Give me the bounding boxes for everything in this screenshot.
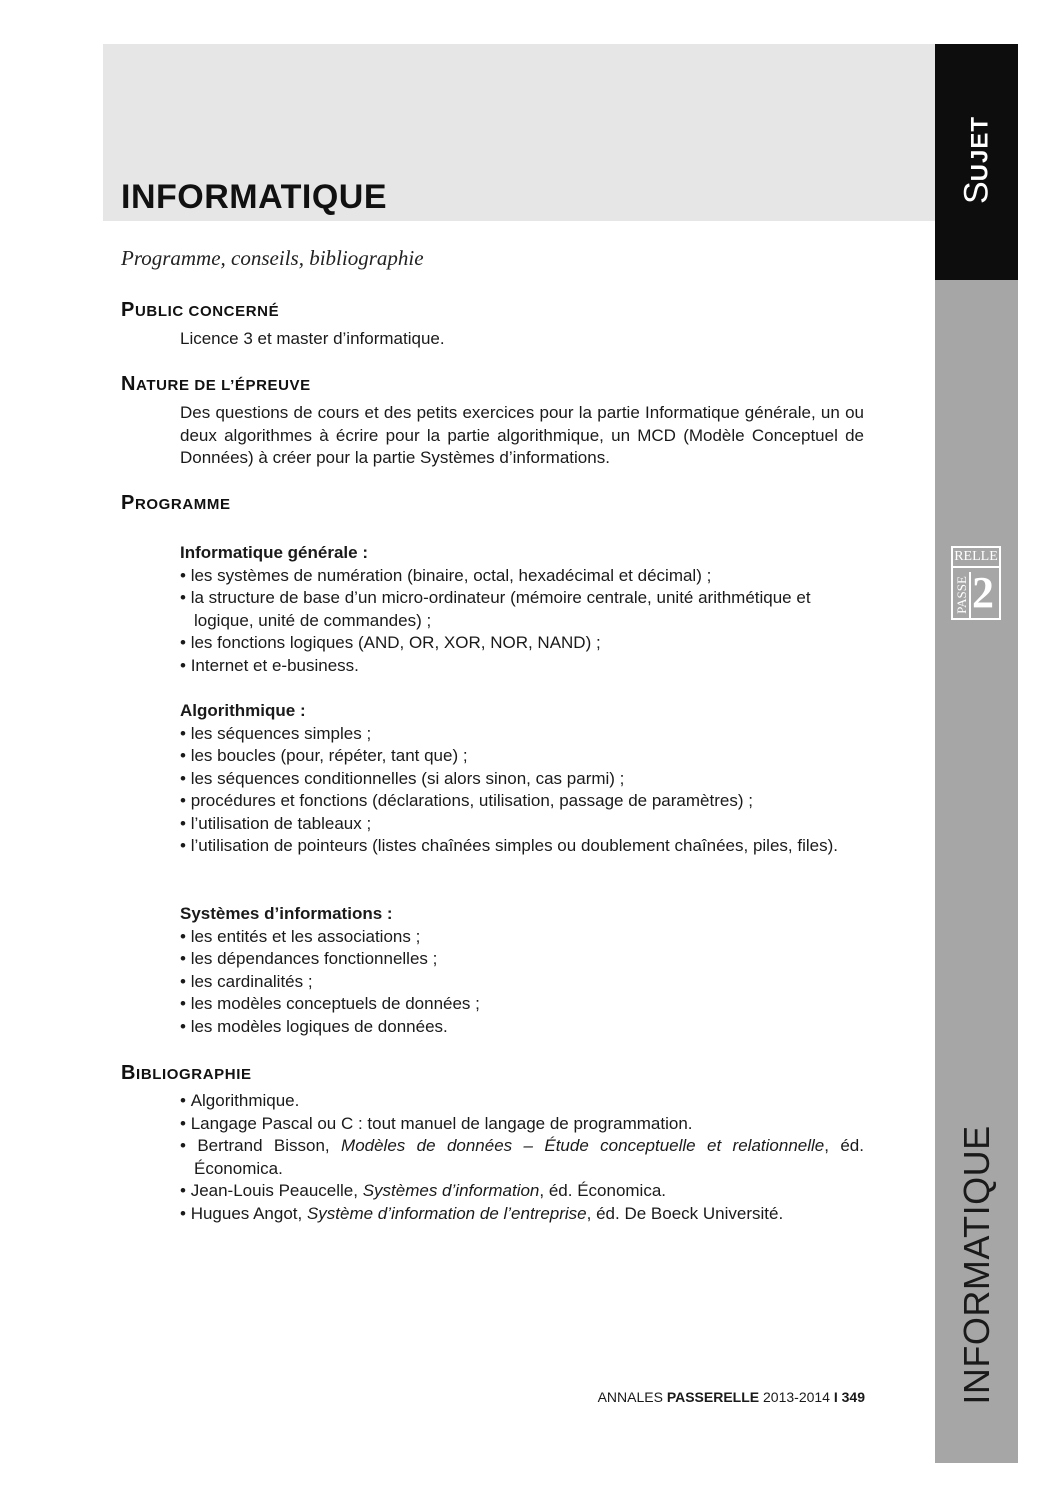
group-title: Algorithmique : [180,701,306,720]
list-item: • la structure de base d’un micro-ordinateur (mémoire centrale, unité arithmétique et logique, unité de commandes) ; [180,587,864,632]
page-number: 349 [841,1389,865,1405]
list-item: • les systèmes de numération (binaire, octal, hexadécimal et décimal) ; [180,565,864,588]
passerelle-logo [951,546,1001,620]
footer-separator: I [833,1389,838,1405]
bibliography-list [180,1090,864,1225]
list-item: • Internet et e-business. [180,655,864,678]
bibliography-item: • Jean-Louis Peaucelle, Systèmes d’information, éd. Économica. [180,1180,864,1203]
programme-group-algorithmique [180,700,864,858]
programme-group-informatique [180,542,864,677]
logo-side-text: PASSE [954,576,969,614]
list-item: • les fonctions logiques (AND, OR, XOR, NOR, NAND) ; [180,632,864,655]
public-text: Licence 3 et master d’informatique. [180,329,445,348]
group-title: Informatique générale : [180,543,368,562]
side-label-informatique: INFORMATIQUE [956,1125,997,1405]
bibliography-item: • Algorithmique. [180,1090,864,1113]
logo-top-text: RELLE [953,548,999,568]
list-item: • les séquences simples ; [180,723,864,746]
programme-group-systemes [180,903,864,1038]
book-title: Modèles de données – Étude conceptuelle et relationnelle [341,1136,825,1155]
logo-number: 2 [972,568,994,617]
group-title: Systèmes d’informations : [180,904,393,923]
footer-brand: PASSERELLE [666,1389,760,1405]
bibliography-item: • Bertrand Bisson, Modèles de données – Étude conceptuelle et relationnelle, éd. Économica. [180,1135,864,1180]
list-item: • les cardinalités ; [180,971,864,994]
list-item: • les modèles logiques de données. [180,1016,864,1039]
bibliography-item: • Langage Pascal ou C : tout manuel de langage de programmation. [180,1113,864,1136]
list-item: • les dépendances fonctionnelles ; [180,948,864,971]
list-item: • l’utilisation de tableaux ; [180,813,864,836]
logo-side [955,572,971,618]
heading-nature: NATURE DE L’ÉPREUVE [121,373,311,395]
heading-bibliographie: BIBLIOGRAPHIE [121,1062,252,1084]
nature-text: Des questions de cours et des petits exercices pour la partie Informatique générale, un ou deux algorithmes à écrire pour la partie algorithmique, un MCD (Modèle Conceptuel de Données) à créer pour la partie Systèmes d’informations. [180,403,864,467]
footer-years: 2013-2014 [763,1389,830,1405]
list-item: • l’utilisation de pointeurs (listes chaînées simples ou doublement chaînées, piles, files). [180,835,864,858]
bibliography-item: • Hugues Angot, Système d’information de l’entreprise, éd. De Boeck Université. [180,1203,864,1226]
footer-annales: ANNALES [597,1389,663,1405]
list-item: • les boucles (pour, répéter, tant que) ; [180,745,864,768]
heading-programme: PROGRAMME [121,492,231,514]
list-item: • les séquences conditionnelles (si alors sinon, cas parmi) ; [180,768,864,791]
heading-public: PUBLIC CONCERNÉ [121,299,280,321]
list-item: • les modèles conceptuels de données ; [180,993,864,1016]
page-subtitle: Programme, conseils, bibliographie [121,246,424,270]
list-item: • procédures et fonctions (déclarations, utilisation, passage de paramètres) ; [180,790,864,813]
list-item: • les entités et les associations ; [180,926,864,949]
page-footer [598,1389,865,1405]
page-title: INFORMATIQUE [121,178,388,216]
book-title: Systèmes d’information [362,1181,540,1200]
side-label-sujet: SUJET [957,115,996,205]
book-title: Système d’information de l’entreprise [306,1203,587,1223]
